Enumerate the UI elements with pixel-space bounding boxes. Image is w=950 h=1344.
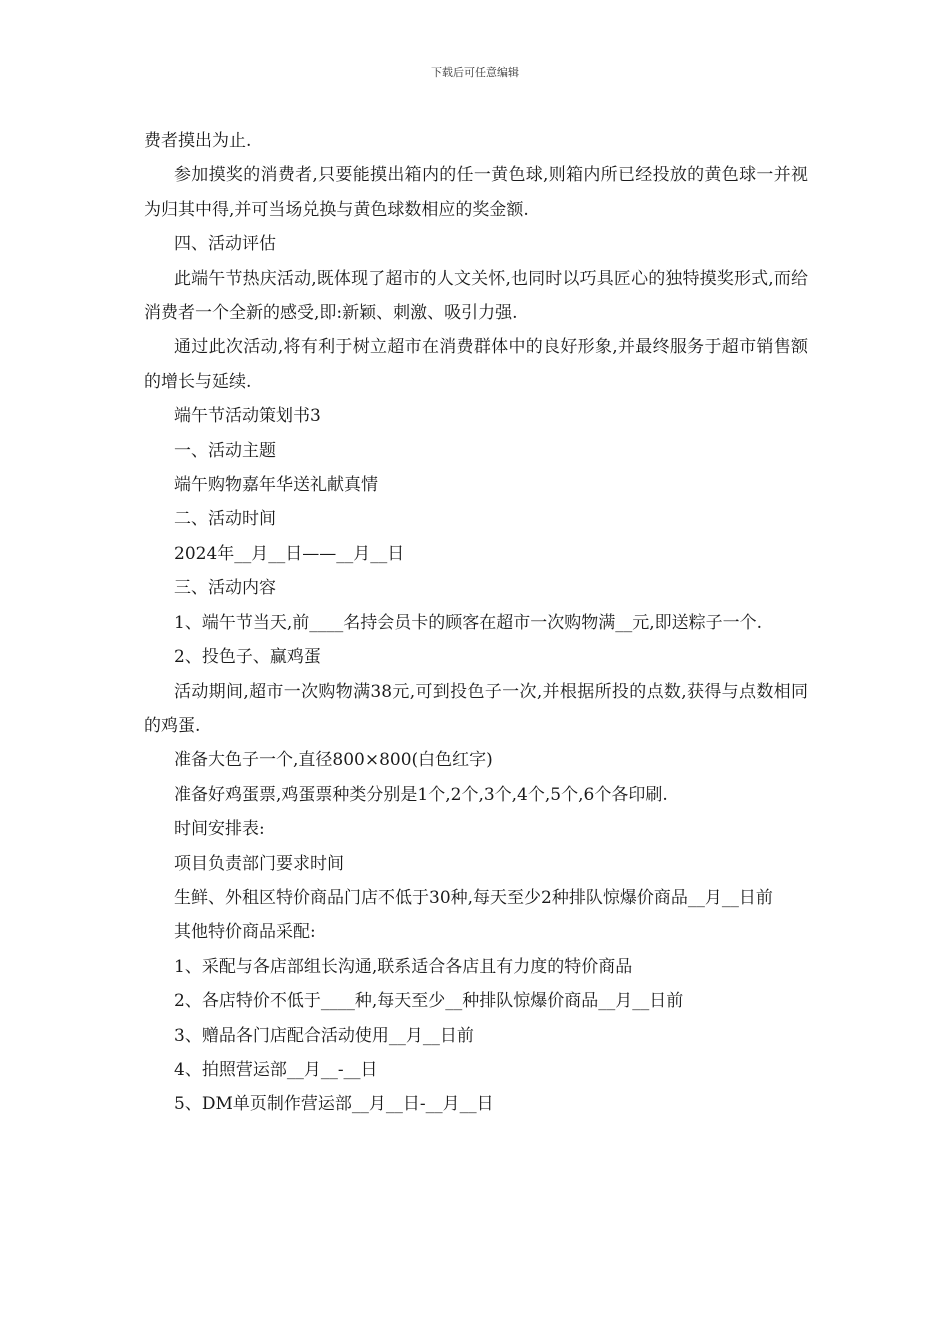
list-item: 2、各店特价不低于____种,每天至少__种排队惊爆价商品__月__日前 — [174, 991, 684, 1012]
paragraph: 准备好鸡蛋票,鸡蛋票种类分别是1个,2个,3个,4个,5个,6个各印刷. — [174, 784, 668, 805]
list-item: 5、DM单页制作营运部__月__日-__月__日 — [174, 1094, 494, 1115]
paragraph-continuation: 费者摸出为止. — [144, 131, 252, 151]
paragraph: 项目负责部门要求时间 — [174, 853, 344, 874]
paragraph: 参加摸奖的消费者,只要能摸出箱内的任一黄色球,则箱内所已经投放的黄色球一并视为归其中得,并可当场兑换与黄色球数相应的奖金额. — [144, 165, 808, 220]
section-heading-time: 二、活动时间 — [174, 509, 276, 530]
paragraph: 2024年__月__日——__月__日 — [174, 543, 405, 564]
paragraph: 通过此次活动,将有利于树立超市在消费群体中的良好形象,并最终服务于超市销售额的增长与延续. — [144, 337, 808, 392]
list-item: 1、采配与各店部组长沟通,联系适合各店且有力度的特价商品 — [174, 956, 633, 977]
page-header-note: 下载后可任意编辑 — [431, 66, 519, 79]
document-title: 端午节活动策划书3 — [174, 406, 321, 427]
paragraph: 活动期间,超市一次购物满38元,可到投色子一次,并根据所投的点数,获得与点数相同的鸡蛋. — [144, 681, 808, 736]
paragraph: 端午购物嘉年华送礼献真情 — [174, 475, 378, 496]
list-item: 1、端午节当天,前____名持会员卡的顾客在超市一次购物满__元,即送粽子一个. — [174, 612, 763, 633]
paragraph: 其他特价商品采配: — [174, 922, 316, 943]
paragraph: 此端午节热庆活动,既体现了超市的人文关怀,也同时以巧具匠心的独特摸奖形式,而给消费者一个全新的感受,即:新颖、刺激、吸引力强. — [144, 268, 808, 324]
list-item: 4、拍照营运部__月__-__日 — [174, 1059, 378, 1080]
section-heading-theme: 一、活动主题 — [174, 440, 276, 461]
paragraph: 准备大色子一个,直径800×800(白色红字) — [174, 750, 493, 771]
document-body — [144, 124, 808, 1122]
section-heading-content: 三、活动内容 — [174, 578, 276, 599]
list-item: 3、赠品各门店配合活动使用__月__日前 — [174, 1025, 474, 1046]
list-item: 2、投色子、赢鸡蛋 — [174, 647, 321, 668]
section-heading-evaluation: 四、活动评估 — [174, 234, 276, 255]
paragraph: 时间安排表: — [174, 819, 265, 840]
paragraph: 生鲜、外租区特价商品门店不低于30种,每天至少2种排队惊爆价商品__月__日前 — [174, 887, 773, 908]
